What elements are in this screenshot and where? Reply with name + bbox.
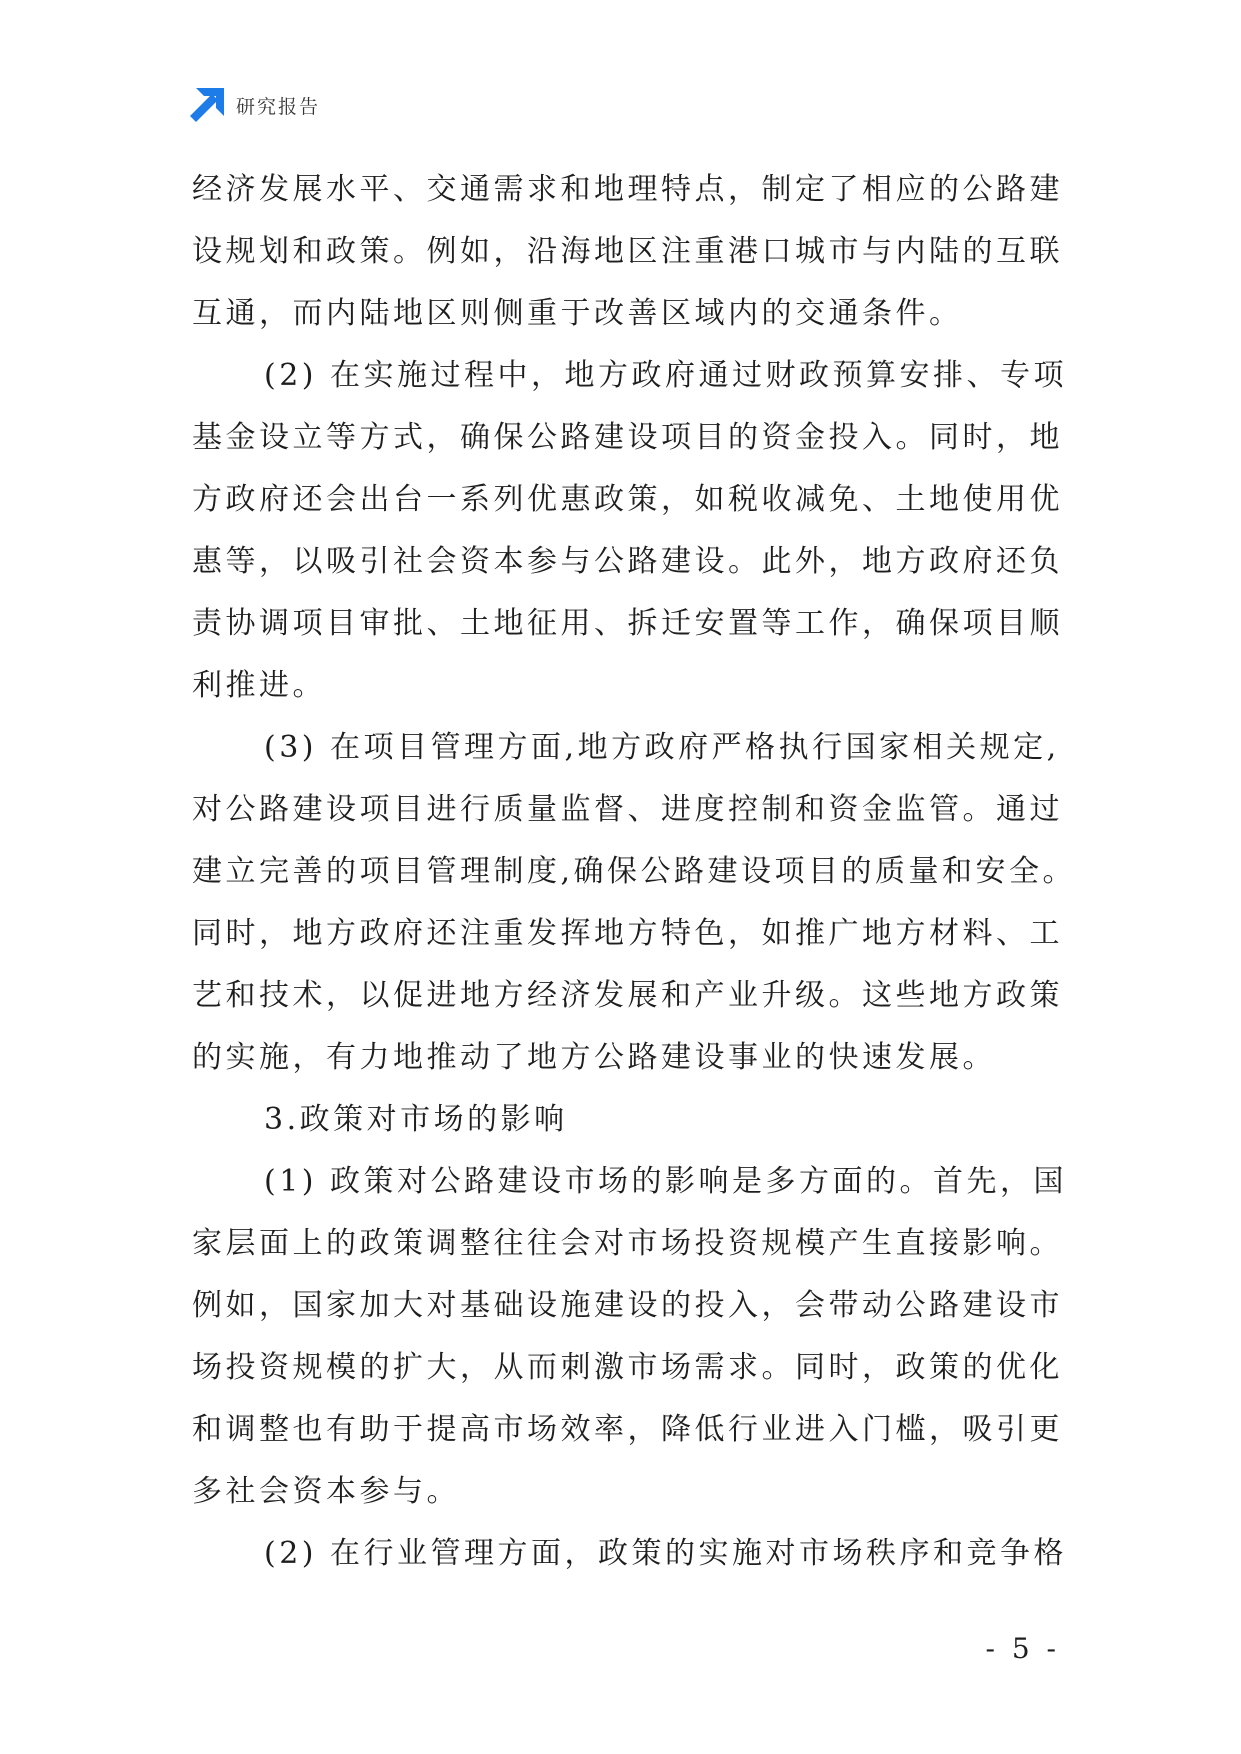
text-line: 家层面上的政策调整往往会对市场投资规模产生直接影响。 [192, 1226, 1063, 1261]
page-number: - 5 - [985, 1632, 1060, 1665]
report-header [190, 88, 320, 122]
text-line: (2) 在实施过程中，地方政府通过财政预算安排、专项 [264, 358, 1068, 393]
header-title: 研究报告 [236, 95, 321, 118]
text-line: 责协调项目审批、土地征用、拆迁安置等工作，确保项目顺 [192, 606, 1063, 641]
text-line: 建立完善的项目管理制度,确保公路建设项目的质量和安全。 [192, 854, 1077, 889]
text-line: 多社会资本参与。 [192, 1474, 460, 1509]
text-line: 互通，而内陆地区则侧重于改善区域内的交通条件。 [192, 296, 963, 331]
text-line: 经济发展水平、交通需求和地理特点，制定了相应的公路建 [192, 172, 1063, 207]
text-line: (2) 在行业管理方面，政策的实施对市场秩序和竞争格 [264, 1536, 1068, 1571]
text-line: (1) 政策对公路建设市场的影响是多方面的。首先，国 [264, 1164, 1068, 1199]
body-text [192, 159, 1077, 1585]
diagonal-arrow-logo-icon [190, 88, 224, 122]
text-line: 同时，地方政府还注重发挥地方特色，如推广地方材料、工 [192, 916, 1063, 951]
text-line: 的实施，有力地推动了地方公路建设事业的快速发展。 [192, 1040, 996, 1075]
text-line: 和调整也有助于提高市场效率，降低行业进入门槛，吸引更 [192, 1412, 1063, 1447]
text-line: 基金设立等方式，确保公路建设项目的资金投入。同时，地 [192, 420, 1063, 455]
text-line: 方政府还会出台一系列优惠政策，如税收减免、土地使用优 [192, 482, 1063, 517]
text-line: 例如，国家加大对基础设施建设的投入，会带动公路建设市 [192, 1288, 1063, 1323]
text-line: 艺和技术，以促进地方经济发展和产业升级。这些地方政策 [192, 978, 1063, 1013]
text-line: 场投资规模的扩大，从而刺激市场需求。同时，政策的优化 [192, 1350, 1063, 1385]
text-line: 利推进。 [192, 668, 326, 703]
text-line: (3) 在项目管理方面,地方政府严格执行国家相关规定, [264, 730, 1060, 765]
text-line: 设规划和政策。例如，沿海地区注重港口城市与内陆的互联 [192, 234, 1063, 269]
text-line: 对公路建设项目进行质量监督、进度控制和资金监管。通过 [192, 792, 1063, 827]
text-line: 3.政策对市场的影响 [264, 1102, 568, 1137]
text-line: 惠等，以吸引社会资本参与公路建设。此外，地方政府还负 [192, 544, 1063, 579]
